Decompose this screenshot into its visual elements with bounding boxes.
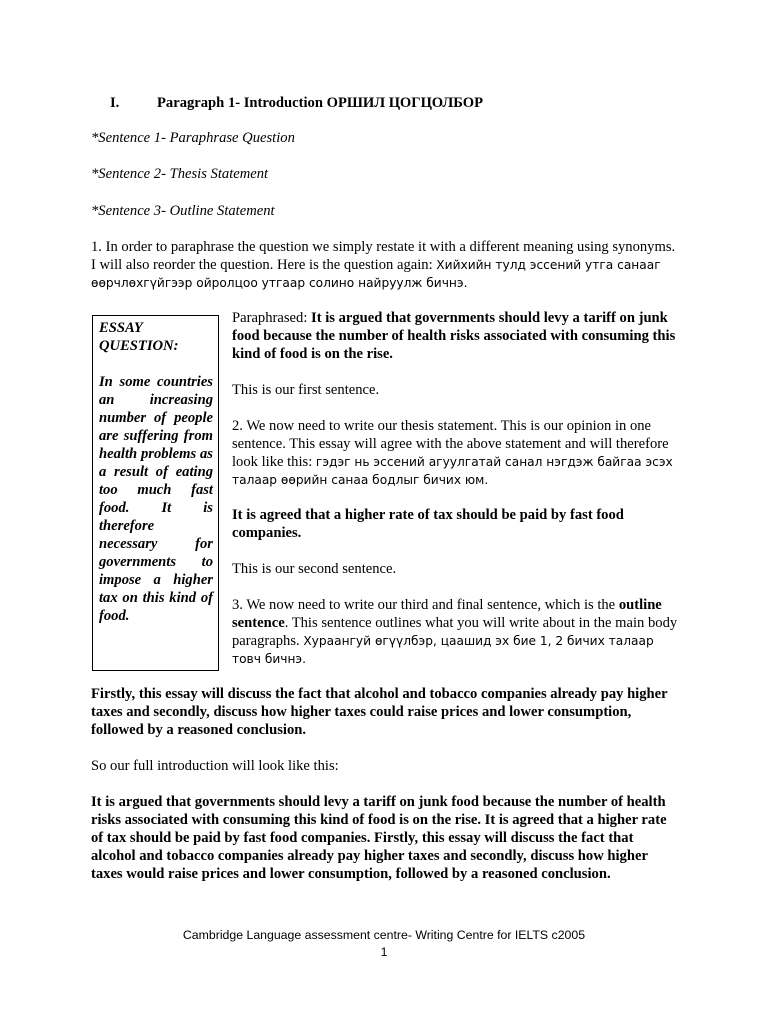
outline-text-bold: outline sentence: [232, 597, 662, 631]
outline-item-2: *Sentence 2- Thesis Statement: [91, 166, 269, 182]
full-intro-label: So our full introduction will look like this:: [91, 758, 339, 774]
intro-text-mn: Хийхийн тулд эссений утга санааг өөрчлөхгүйгээр ойролцоо утгаар солино найруулж бичнэ.: [91, 258, 661, 290]
section-title: Paragraph 1- Introduction: [157, 95, 327, 111]
paraphrase-paragraph: [232, 309, 680, 363]
page-number: 1: [380, 945, 388, 959]
section-heading: [91, 94, 679, 112]
section-number: I.: [110, 95, 120, 111]
outline-text-pre: 3. We now need to write our third and final sentence, which is the: [232, 597, 619, 613]
outline-item-1: *Sentence 1- Paraphrase Question: [91, 130, 295, 146]
paraphrase-text: It is argued that governments should levy a tariff on junk food because the number of health risks associated with consuming this kind of food is on the rise.: [232, 310, 676, 362]
outline-paragraph: [232, 596, 680, 668]
outline-text-mn: Хураангуй өгүүлбэр, цаашид эх бие 1, 2 бичих талаар товч бичнэ.: [232, 634, 654, 666]
thesis-paragraph: [232, 417, 680, 489]
essay-question-text: In some countries an increasing number of people are suffering from health problems as a result of eating too much fast food. It is therefore necessary for governments to impose a higher tax on this kind of food.: [99, 374, 213, 624]
outline-statement: Firstly, this essay will discuss the fact that alcohol and tobacco companies already pay higher taxes and secondly, discuss how higher taxes could raise prices and lower consumption, followed by a reasoned conclusion.: [91, 686, 668, 738]
paraphrase-label: Paraphrased:: [232, 310, 312, 326]
thesis-text-mn: гэдэг нь эссений агуулгатай санал нэгдэж байгаа эсэх талаар өөрийн санаа бодлыг бичих юм.: [232, 455, 673, 487]
outline-item-3: *Sentence 3- Outline Statement: [91, 203, 275, 219]
intro-text: 1. In order to paraphrase the question we simply restate it with a different meaning using synonyms. I will also reorder the question. Here is the question again:: [91, 239, 676, 273]
thesis-text: 2. We now need to write our thesis statement. This is our opinion in one sentence. This essay will agree with the above statement and will therefore look like this:: [232, 418, 669, 470]
thesis-statement: It is agreed that a higher rate of tax should be paid by fast food companies.: [232, 507, 624, 541]
outline-text-post: . This sentence outlines what you will write about in the main body paragraphs.: [232, 615, 678, 649]
essay-question-box: [92, 315, 219, 671]
full-introduction: It is argued that governments should levy a tariff on junk food because the number of health risks associated with consuming this kind of food is on the rise. It is agreed that a higher rate of tax should be paid by fast food companies. Firstly, this essay will discuss the fact that alcohol and tobacco companies already pay higher taxes and secondly, discuss how higher taxes would raise prices and lower consumption, followed by a reasoned conclusion.: [91, 794, 667, 882]
second-sentence-note: This is our second sentence.: [232, 561, 397, 577]
essay-question-title: ESSAY QUESTION:: [99, 320, 179, 354]
first-sentence-note: This is our first sentence.: [232, 382, 380, 398]
section-title-mn: ОРШИЛ ЦОГЦОЛБОР: [326, 95, 484, 111]
footer-source: Cambridge Language assessment centre- Writing Centre for IELTS c2005: [182, 928, 586, 942]
intro-paragraph: [91, 238, 679, 292]
